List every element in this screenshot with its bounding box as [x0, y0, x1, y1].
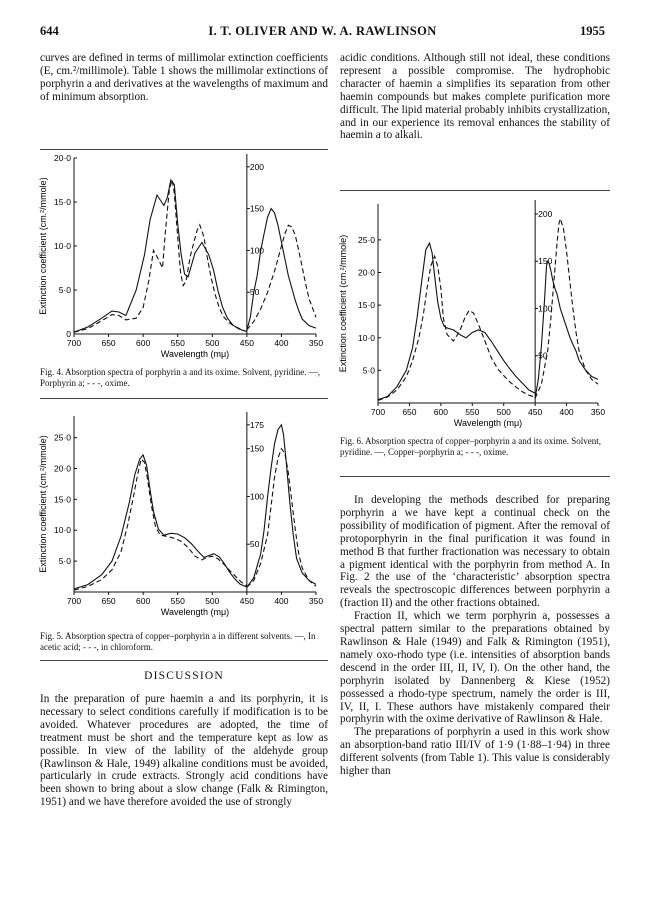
x-tick-label: 350 [308, 596, 324, 606]
paragraph: The preparations of porphyrin a used in this work show an absorption-band ratio III/IV of 1·9 (1·88–1·94) in three different solvents (from Table 1). This value is considerably higher than [340, 726, 610, 778]
y-tick-label: 15·0 [53, 197, 71, 207]
y-axis-label: Extinction coefficient (cm.²/mmole) [38, 435, 48, 573]
x-tick-label: 650 [101, 338, 116, 348]
figure-5-chart [36, 404, 336, 626]
divider [340, 476, 610, 477]
paragraph: Fraction II, which we term porphyrin a, possesses a spectral pattern similar to the preparations obtained by Rawlinson & Hale (1949) and Falk & Rimington (1951), namely oxo-rhodo type (i.e. intensities of absorption bands descend in the order III, II, IV, I). On the other hand, the porphyrin isolated by Dannenberg & Kiese (1952) possessed a rhodo-type spectrum, namely the order is III, IV, II, I. These authors have mistakenly compared their porphyrin with the oxime derivative of Rawlinson & Hale. [340, 610, 610, 726]
x-tick-label: 400 [559, 407, 574, 417]
y-tick-label: 10·0 [357, 332, 375, 343]
right-scale-tick-label: 50 [249, 287, 260, 298]
x-tick-label: 550 [170, 338, 185, 348]
divider [40, 660, 328, 661]
x-axis-label: Wavelength (mμ) [453, 418, 523, 428]
x-tick-label: 450 [239, 338, 254, 348]
right-scale-tick-label: 200 [249, 161, 265, 172]
right-scale-tick-label: 100 [249, 245, 265, 256]
x-tick-label: 600 [433, 407, 448, 417]
page-number: 644 [40, 24, 59, 38]
y-tick-label: 10·0 [53, 241, 71, 251]
figure-5-caption: Fig. 5. Absorption spectra of copper–porphyrin a in different solvents. —, In acetic acid; - - -, in chloroform. [40, 631, 316, 652]
right-body [340, 494, 610, 778]
y-tick-label: 15·0 [53, 494, 71, 505]
x-tick-label: 400 [274, 596, 289, 606]
x-axis-label: Wavelength (mμ) [160, 349, 230, 359]
right-scale-tick-label: 200 [538, 208, 553, 219]
x-tick-label: 650 [101, 596, 116, 606]
y-tick-label: 20·0 [357, 267, 375, 278]
figure-4-chart [36, 150, 336, 360]
discussion-heading: DISCUSSION [144, 670, 224, 682]
series-dashed-line [74, 459, 247, 590]
y-tick-label: 25·0 [357, 234, 375, 245]
right-scale-tick-label: 50 [538, 350, 548, 361]
figure-6-caption: Fig. 6. Absorption spectra of copper–porphyrin a and its oxime. Solvent, pyridine. —, Copper–porphyrin a; - - -, oxime. [340, 436, 601, 457]
series-solid-line [74, 180, 247, 332]
divider [340, 190, 610, 191]
x-tick-label: 450 [528, 407, 543, 417]
discussion-text: In the preparation of pure haemin a and its porphyrin, it is necessary to select conditions carefully if modification is to be avoided. Whatever procedures are adopted, the time of treatment must be short and the temperature kept as low as possible. In view of the lability of the aldehyde group (Rawlinson & Hale, 1949) alkaline conditions must be avoided, particularly in crude extracts. Strongly acid conditions have been shown to bring about a slow change (Falk & Rimington, 1951) and we have therefore avoided the use of strongly [40, 693, 328, 809]
x-tick-label: 650 [402, 407, 417, 417]
x-tick-label: 450 [239, 596, 254, 606]
y-axis-label: Extinction coefficient (cm.²/mmole) [338, 234, 348, 373]
right-scale-tick-label: 150 [249, 443, 265, 454]
x-tick-label: 700 [66, 338, 82, 348]
y-axis-label: Extinction coefficient (cm.²/mmole) [38, 177, 48, 315]
y-tick-label: 20·0 [53, 463, 71, 474]
x-tick-label: 700 [370, 407, 386, 417]
x-axis-label: Wavelength (mμ) [160, 607, 230, 617]
series-dashed-line [74, 180, 247, 332]
y-tick-label: 15·0 [357, 300, 375, 311]
running-header [40, 24, 605, 40]
x-tick-label: 400 [274, 338, 289, 348]
y-tick-label: 0 [66, 329, 71, 339]
divider [40, 398, 328, 399]
x-tick-label: 350 [308, 338, 324, 348]
figure-6-chart [336, 196, 626, 432]
series-solid-line [247, 209, 316, 330]
x-tick-label: 350 [590, 407, 606, 417]
year: 1955 [580, 24, 605, 38]
right-scale-tick-label: 100 [538, 303, 553, 314]
x-tick-label: 600 [136, 596, 151, 606]
left-intro-text: curves are defined in terms of millimolar extinction coefficients (E, cm.²/millimole). Table 1 shows the millimolar extinctions of porphyrin a and derivatives at the wavelengths of maximum and of minimum absorption. [40, 52, 328, 103]
paragraph: In developing the methods described for preparing porphyrin a we have kept a continual check on the possibility of modification of pigment. After the removal of protoporphyrin in the final purification it was found in method B that further fractionation was necessary to obtain a pigment identical with the porphyrin from method A. In Fig. 2 the use of the ‘characteristic’ absorption spectra reveals the spectroscopic differences between porphyrin a (fraction II) and the other fractions obtained. [340, 494, 610, 610]
right-scale-tick-label: 150 [249, 203, 265, 214]
x-tick-label: 500 [205, 596, 220, 606]
right-scale-tick-label: 175 [249, 419, 265, 430]
series-solid-line [74, 455, 247, 589]
x-tick-label: 700 [66, 596, 82, 606]
y-tick-label: 25·0 [53, 432, 71, 443]
author-header: I. T. OLIVER AND W. A. RAWLINSON [208, 24, 437, 38]
y-tick-label: 10·0 [53, 525, 71, 536]
y-tick-label: 20·0 [53, 153, 71, 163]
x-tick-label: 550 [170, 596, 185, 606]
right-scale-tick-label: 150 [538, 256, 553, 267]
x-tick-label: 500 [496, 407, 511, 417]
right-intro-text: acidic conditions. Although still not ideal, these conditions represent a possible compromise. The hydrophobic character of haemin a simplifies its separation from other haemin compounds but makes complete purification more difficult. The lipid material probably inhibits crystallization, and in our experience its removal enhances the stability of haemin a to alkali. [340, 52, 610, 142]
right-scale-tick-label: 100 [249, 491, 265, 502]
x-tick-label: 550 [465, 407, 480, 417]
x-tick-label: 600 [136, 338, 151, 348]
right-scale-tick-label: 50 [249, 539, 260, 550]
x-tick-label: 500 [205, 338, 220, 348]
series-solid-line [535, 261, 598, 398]
y-tick-label: 5·0 [58, 285, 71, 295]
figure-4-caption: Fig. 4. Absorption spectra of porphyrin a and its oxime. Solvent, pyridine. —, Porphyrin a; - - -, oxime. [40, 367, 320, 388]
y-tick-label: 5·0 [362, 365, 375, 376]
series-solid-line [378, 243, 535, 400]
y-tick-label: 5·0 [58, 556, 71, 567]
